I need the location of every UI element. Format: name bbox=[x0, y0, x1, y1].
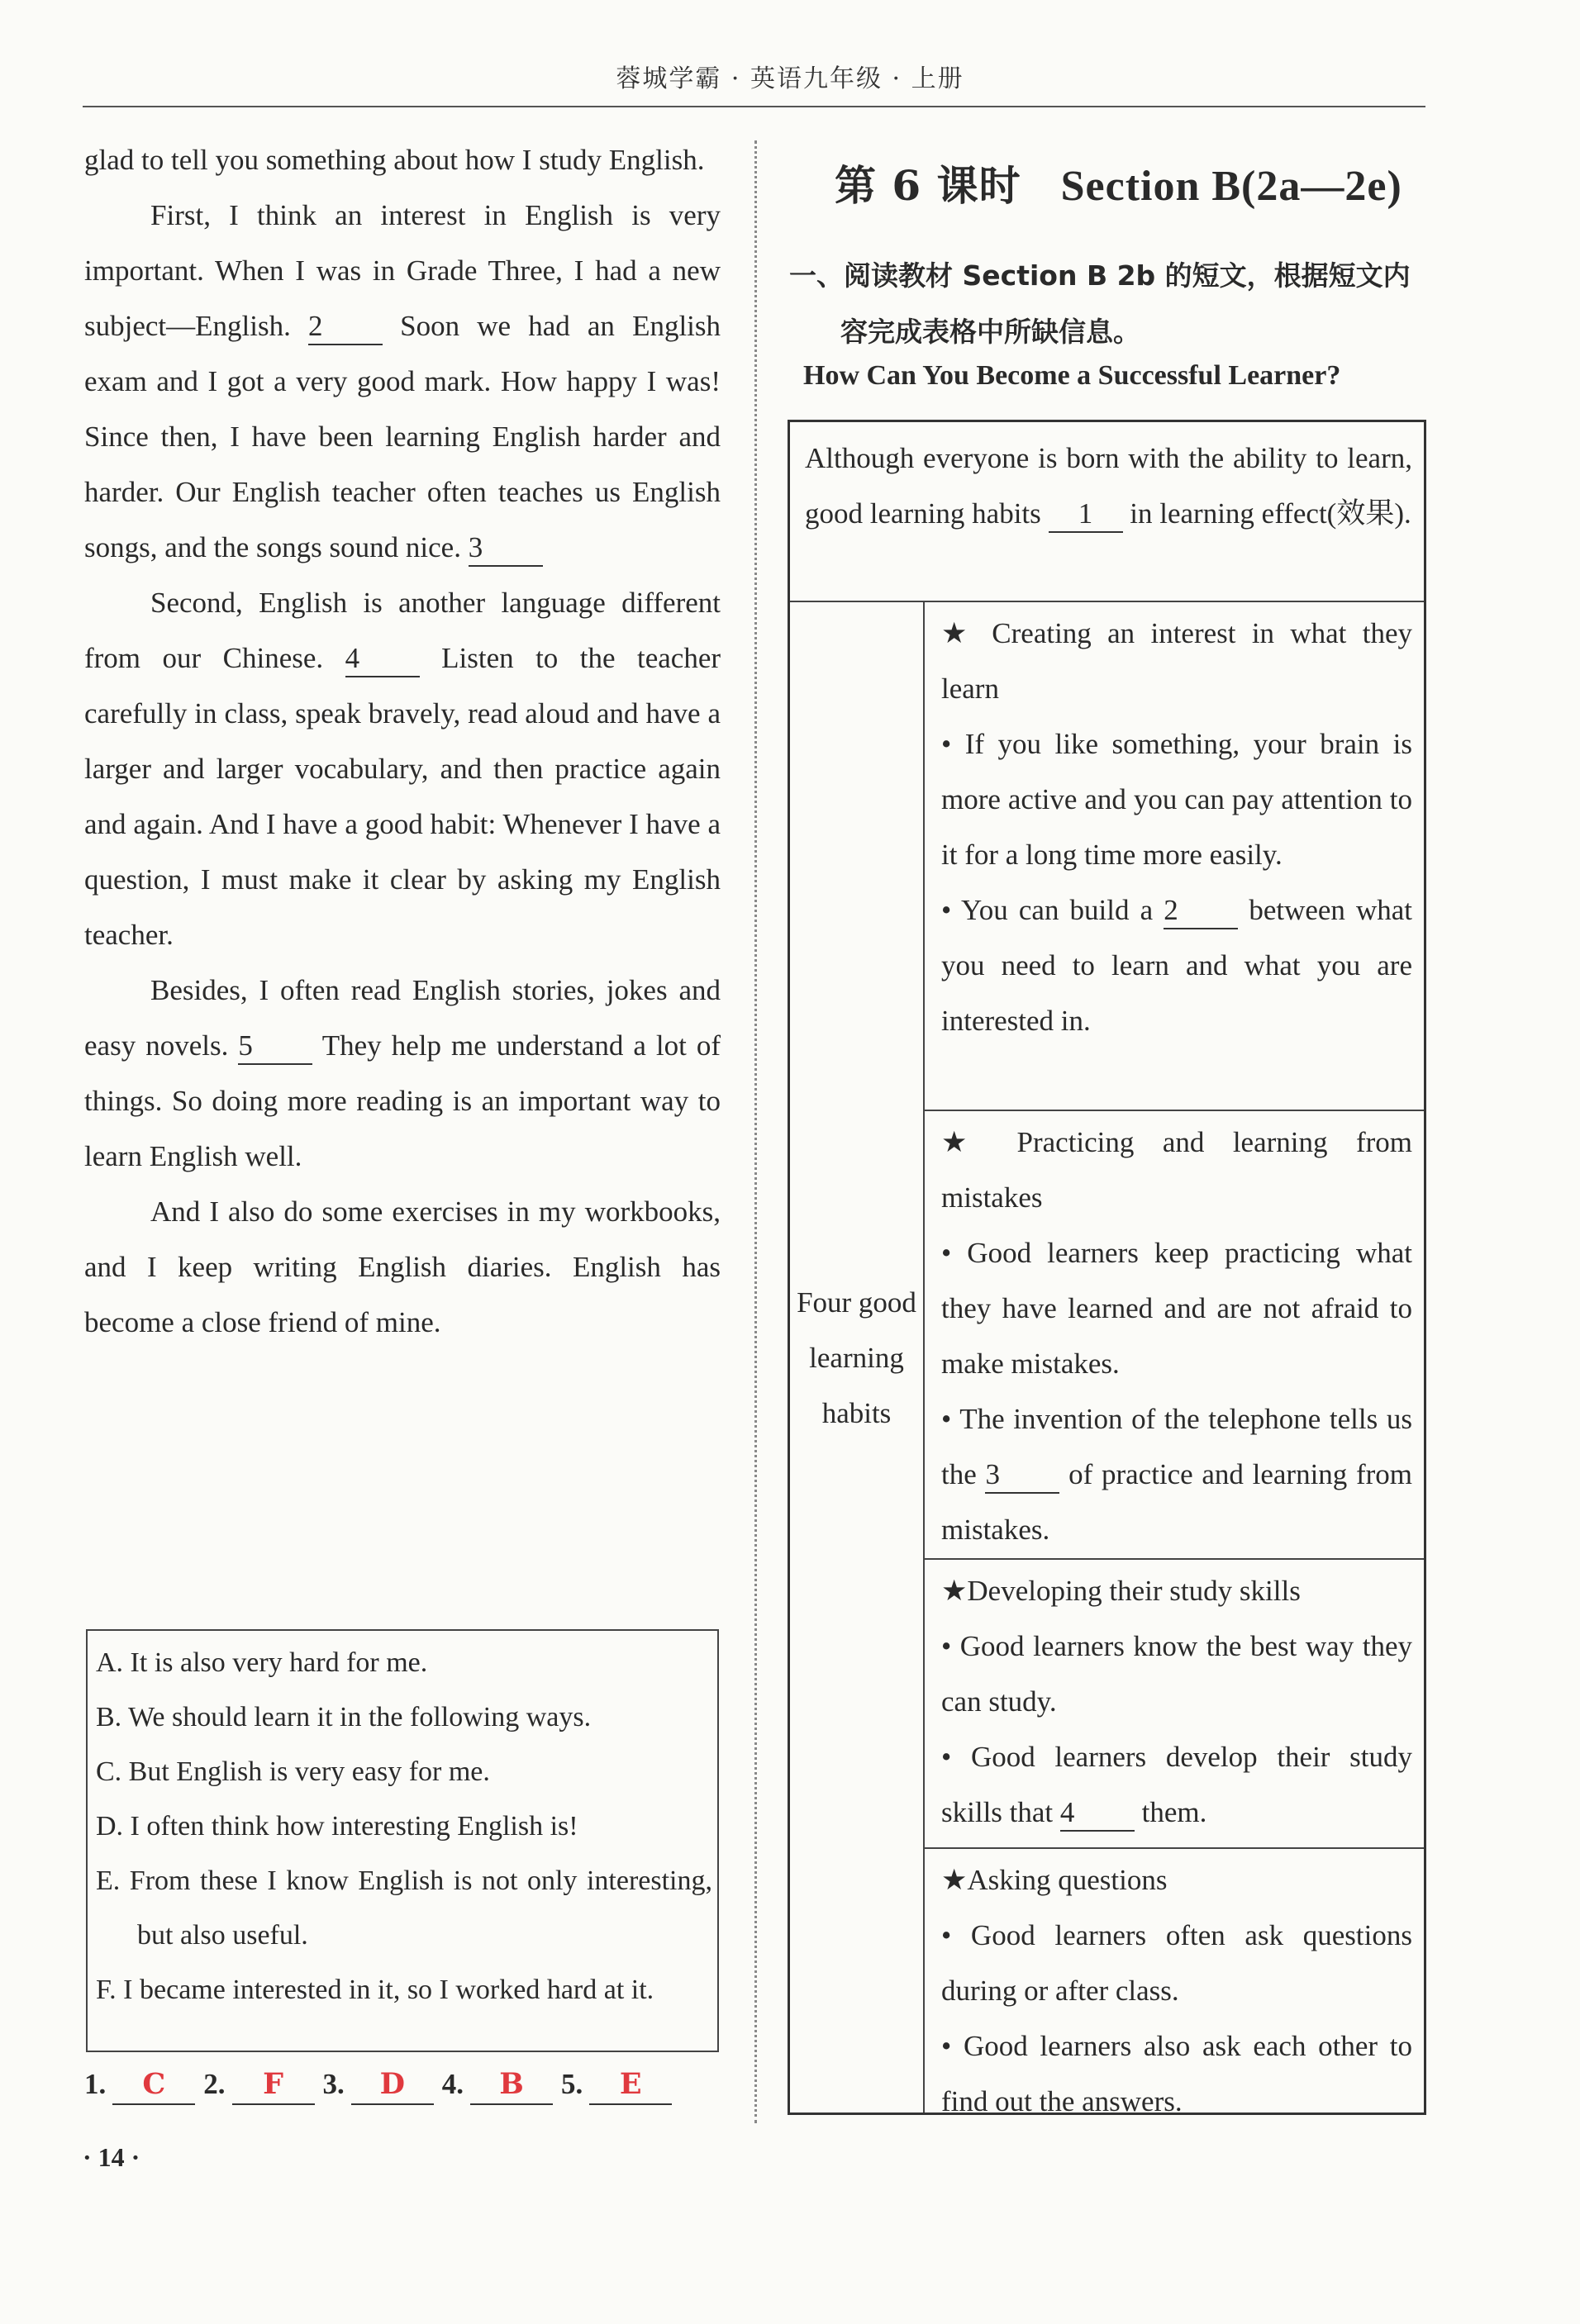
reading-passage bbox=[84, 132, 721, 1350]
passage-paragraph: And I also do some exercises in my workbooks, and I keep writing English diaries. English has become a close friend of mine. bbox=[84, 1195, 721, 1338]
column-divider bbox=[754, 140, 757, 2123]
habit-title: ★ Practicing and learning from mistakes bbox=[941, 1126, 1412, 1214]
habit-cell-1 bbox=[925, 602, 1424, 1111]
page-number: · 14 · bbox=[83, 2142, 140, 2172]
header-rule bbox=[83, 106, 1425, 107]
answer-field[interactable]: E bbox=[589, 2065, 672, 2105]
passage-paragraph: glad to tell you something about how I study English. bbox=[84, 144, 705, 176]
table-title: How Can You Become a Successful Learner? bbox=[803, 360, 1341, 391]
blank-2-table[interactable]: 2 bbox=[1164, 893, 1238, 929]
answer-item: 4. B bbox=[442, 2065, 553, 2105]
blank-1[interactable]: 1 bbox=[1049, 497, 1123, 533]
habit-bullet: • Good learners develop their study skills that 4 them. bbox=[941, 1729, 1412, 1840]
habit-bullet: • If you like something, your brain is more active and you can pay attention to it for a long time more easily. bbox=[941, 728, 1412, 871]
answer-field[interactable]: C bbox=[112, 2065, 195, 2105]
blank-4[interactable]: 4 bbox=[345, 641, 420, 677]
passage-paragraph: Besides, I often read English stories, jokes and easy novels. 5 They help me understand a lot of things. So doing more reading is an important way to learn English well. bbox=[84, 974, 721, 1172]
blank-5[interactable]: 5 bbox=[238, 1029, 312, 1065]
habit-bullet: • You can build a 2 between what you need to learn and what you are interested in. bbox=[941, 894, 1413, 1037]
answer-item: 2. F bbox=[203, 2065, 314, 2105]
habit-title: ★Asking questions bbox=[941, 1864, 1168, 1896]
habit-bullet: • Good learners keep practicing what they have learned and are not afraid to make mistakes. bbox=[941, 1237, 1412, 1380]
option-f: F. I became interested in it, so I worked hard at it. bbox=[96, 1975, 654, 2005]
passage-paragraph: First, I think an interest in English is very important. When I was in Grade Three, I had a new subject—English. 2 Soon we had an English exam and I got a very good mark. How happy I was! Since then, I have been learning English harder and harder. Our English teacher often teaches us English songs, and the songs sound nice. 3 bbox=[84, 188, 721, 575]
blank-4-table[interactable]: 4 bbox=[1060, 1795, 1135, 1832]
answer-field[interactable]: D bbox=[351, 2065, 434, 2105]
answer-item: 1. C bbox=[84, 2065, 195, 2105]
habit-bullet: • The invention of the telephone tells us the 3 of practice and learning from mistakes. bbox=[941, 1403, 1413, 1546]
answer-item: 3. D bbox=[323, 2065, 434, 2105]
option-c: C. But English is very easy for me. bbox=[96, 1756, 490, 1787]
habit-cell-2 bbox=[925, 1111, 1424, 1560]
page-header: 蓉城学霸 · 英语九年级 · 上册 bbox=[616, 64, 964, 93]
answer-item: 5. E bbox=[561, 2065, 672, 2105]
blank-3-table[interactable]: 3 bbox=[985, 1457, 1059, 1494]
habit-bullet: • Good learners also ask each other to find out the answers. bbox=[941, 2030, 1412, 2117]
habit-bullet: • Good learners often ask questions during or after class. bbox=[941, 1919, 1412, 2007]
habit-cell-4 bbox=[925, 1849, 1424, 2117]
habit-title: ★Developing their study skills bbox=[941, 1575, 1301, 1607]
instruction: 一、阅读教材 Section B 2b 的短文，根据短文内 容完成表格中所缺信息。 bbox=[789, 259, 1411, 348]
answer-row bbox=[84, 2065, 729, 2105]
option-d: D. I often think how interesting English is! bbox=[96, 1811, 578, 1842]
row-label: Four good learning habits bbox=[790, 602, 925, 2113]
table-intro-cell: Although everyone is born with the ability to learn, good learning habits 1 in learning effect(效果). bbox=[790, 422, 1424, 602]
habit-cell-3 bbox=[925, 1560, 1424, 1849]
info-table bbox=[788, 420, 1426, 2115]
blank-2[interactable]: 2 bbox=[308, 309, 383, 345]
lesson-title: 第 6 课时 Section B(2a—2e) bbox=[835, 161, 1402, 210]
option-e: E. From these I know English is not only interesting, but also useful. bbox=[96, 1865, 712, 1951]
answer-field[interactable]: F bbox=[232, 2065, 315, 2105]
passage-paragraph: Second, English is another language different from our Chinese. 4 Listen to the teacher carefully in class, speak bravely, read aloud and have a larger and larger vocabulary, and then practice again and again. And I have a good habit: Whenever I have a question, I must make it clear by asking my English teacher. bbox=[84, 587, 721, 951]
answer-field[interactable]: B bbox=[470, 2065, 553, 2105]
blank-3[interactable]: 3 bbox=[469, 530, 543, 567]
options-box bbox=[86, 1629, 719, 2052]
option-a: A. It is also very hard for me. bbox=[96, 1647, 428, 1678]
habit-title: ★ Creating an interest in what they learn bbox=[941, 617, 1412, 705]
habit-bullet: • Good learners know the best way they can study. bbox=[941, 1630, 1412, 1718]
option-b: B. We should learn it in the following ways. bbox=[96, 1702, 592, 1732]
